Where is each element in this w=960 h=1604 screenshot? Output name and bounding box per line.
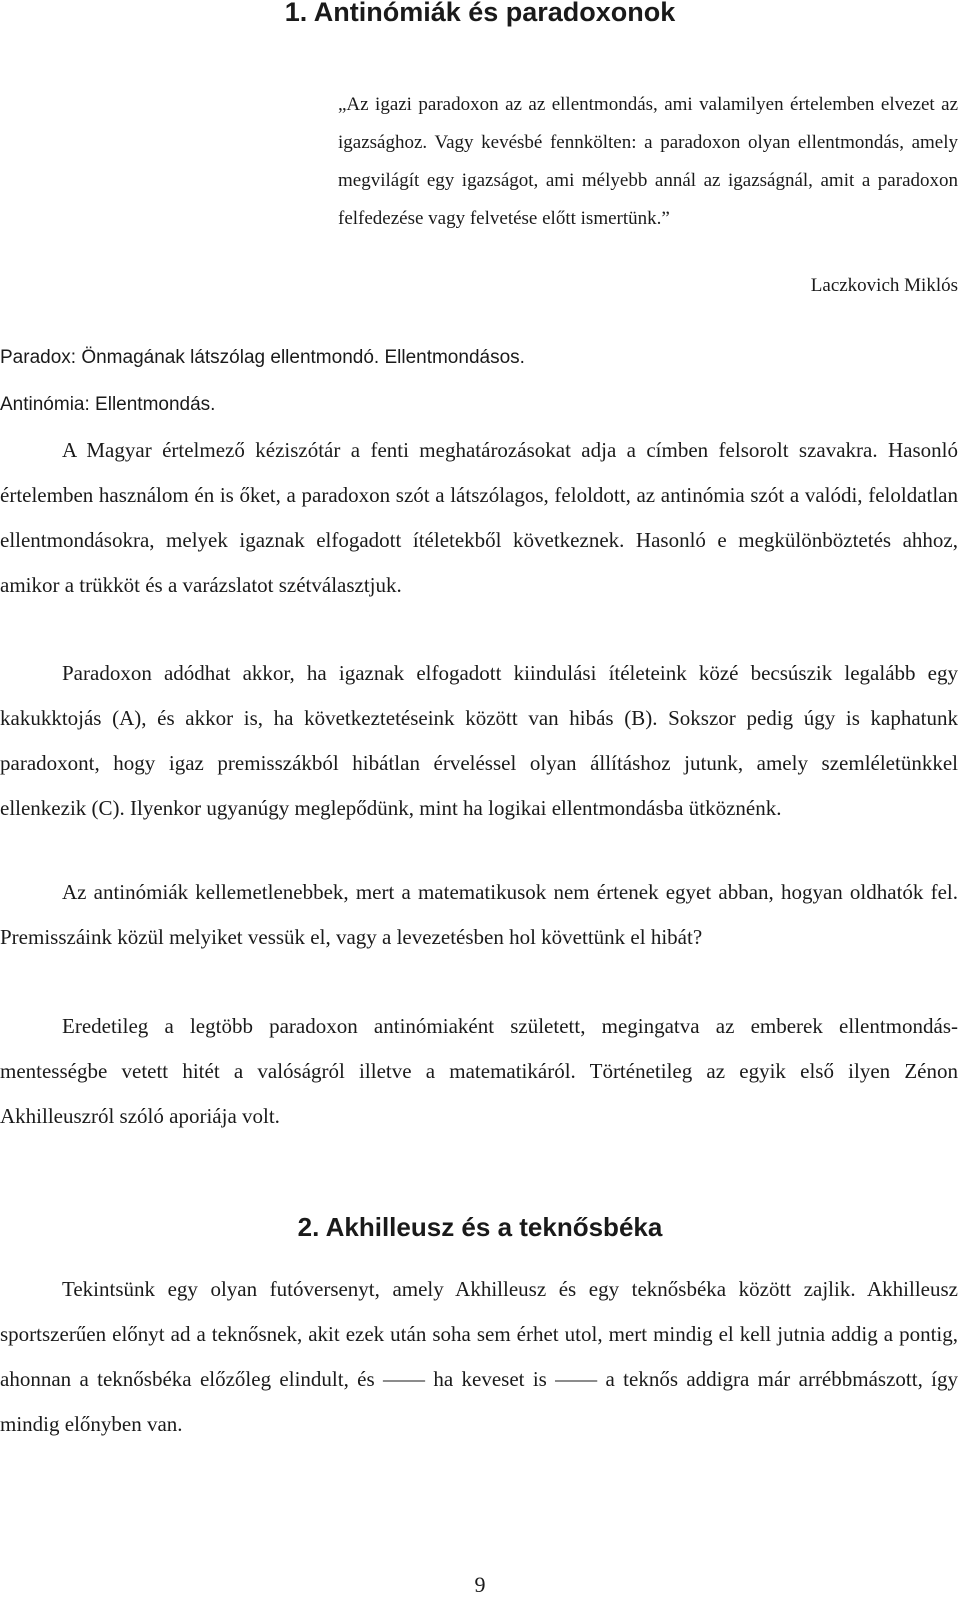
paragraph-race: Tekintsünk egy olyan futóversenyt, amely Akhilleusz és egy teknősbéka között zajlik. Akhilleusz sportszerűen előnyt ad a teknősnek, akit ezek után soha sem érhet utol, mert mindig el kell jutnia addig a pontig, ahonnan a teknősbéka előzőleg elindult, és —— ha keveset is —— a teknős addigra már arrébbmászott, így mindig előnyben van. (0, 1277, 958, 1436)
definition-antinomy: Antinómia: Ellentmondás. (0, 394, 216, 415)
paragraph-dictionary: A Magyar értelmező kéziszótár a fenti meghatározásokat adja a címben felsorolt szavakra. Hasonló értelemben használom én is őket, a paradoxon szót a látszólagos, feloldott, az antinómia szót a valódi, feloldatlan ellentmondásokra, melyek igaznak elfogadott ítéletekből következnek. Hasonló e megkülönböztetés ahhoz, amikor a trükköt és a varázslatot szétválasztjuk. (0, 438, 958, 597)
section-1-title: 1. Antinómiák és paradoxonok (284, 0, 676, 27)
paragraph-antinomies: Az antinómiák kellemetlenebbek, mert a matematikusok nem értenek egyet abban, hogyan oldhatók fel. Premisszáink közül melyiket vessük el, vagy a levezetésben hol követtünk el hibát? (0, 880, 958, 949)
definition-paradox: Paradox: Önmagának látszólag ellentmondó. Ellentmondásos. (0, 347, 525, 368)
page-number: 9 (474, 1572, 486, 1597)
paragraph-origin: Eredetileg a legtöbb paradoxon antinómiaként született, megingatva az emberek ellentmondás-mentességbe vetett hitét a valóságról illetve a matematikáról. Történetileg az egyik első ilyen Zénon Akhilleuszról szóló aporiája volt. (0, 1014, 958, 1128)
section-2-title: 2. Akhilleusz és a teknősbéka (297, 1212, 663, 1242)
paragraph-paradox-sources: Paradoxon adódhat akkor, ha igaznak elfogadott kiindulási ítéleteink közé becsúszik legalább egy kakukktojás (A), és akkor is, ha következtetéseink között van hibás (B). Sokszor pedig úgy is kaphatunk paradoxont, hogy igaz premisszákból hibátlan érveléssel olyan állításhoz jutunk, amely szemléletünkkel ellenkezik (C). Ilyenkor ugyanúgy meglepődünk, mint ha logikai ellentmondásba ütköznénk. (0, 661, 958, 820)
epigraph-quote: „Az igazi paradoxon az az ellentmondás, ami valamilyen értelemben elvezet az igazsághoz. Vagy kevésbé fennkölten: a paradoxon olyan ellentmondás, amely megvilágít egy igazságot, ami mélyebb annál az igazságnál, amit a paradoxon felfedezése vagy felvetése előtt ismertünk.” (338, 94, 958, 229)
epigraph-author: Laczkovich Miklós (810, 275, 958, 296)
